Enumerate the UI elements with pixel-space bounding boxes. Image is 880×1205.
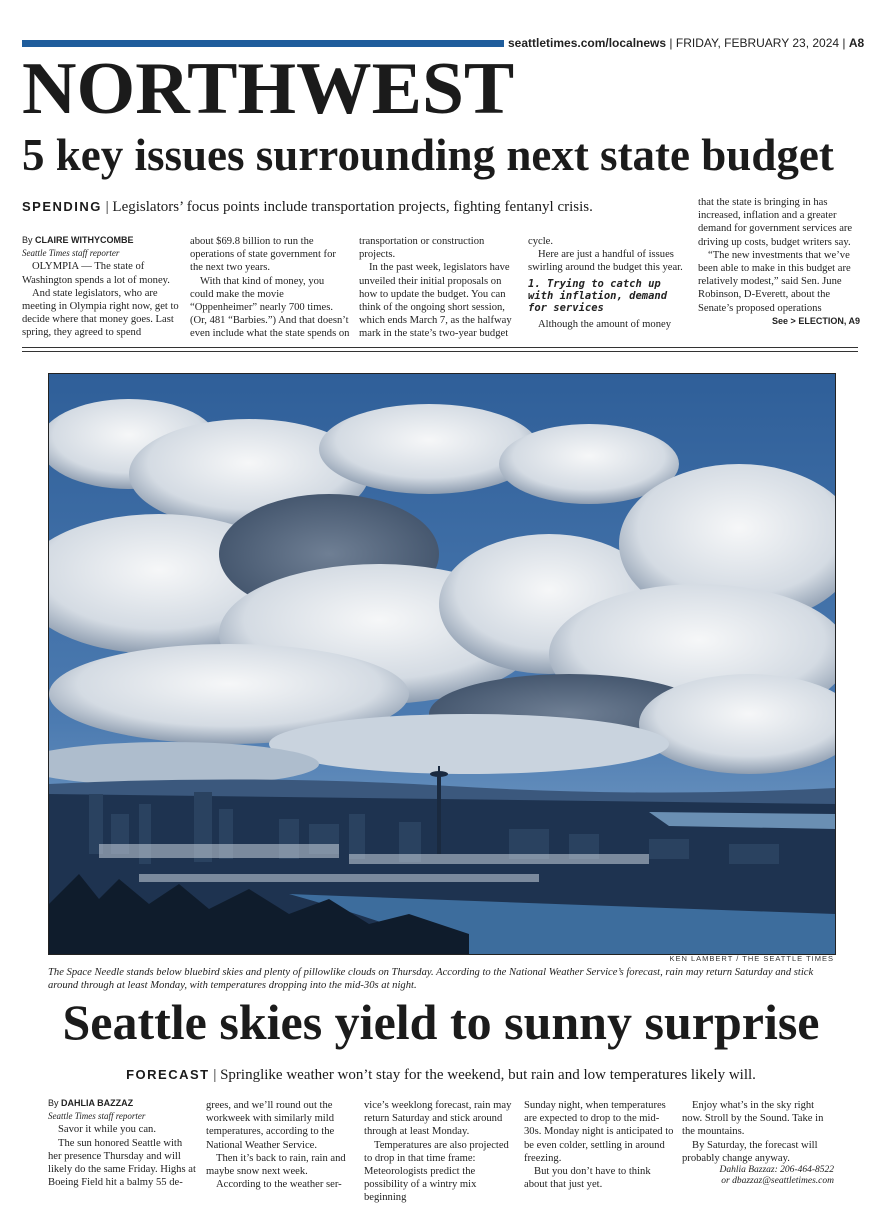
story1-paragraph: cycle. <box>528 236 553 247</box>
story1-paragraph: OLYMPIA — The state of Washington spends a lot of money. <box>22 261 170 286</box>
story1-paragraph: In the past week, legislators have unveiled their initial proposals on how to update the budget. You can think of the ongoing short session, which ends March 7, as the halfway mark in the state’s two-year budget <box>359 262 512 340</box>
header-url[interactable]: seattletimes.com/localnews <box>508 36 667 50</box>
story2-deck-text: Springlike weather won’t stay for the weekend, but rain and low temperatures likely will. <box>220 1067 756 1083</box>
seattle-skyline-photo <box>48 373 836 955</box>
story1-paragraph: With that kind of money, you could make the movie “Oppenheimer” nearly 700 times. (Or, 481 “Barbies.”) And that doesn’t even include what the state spends on <box>190 275 350 340</box>
story1-byline-role: Seattle Times staff reporter <box>22 248 120 259</box>
story2-paragraph: By Saturday, the forecast will probably change anyway. <box>682 1139 818 1164</box>
story1-paragraph: Although the amount of money <box>538 318 671 330</box>
header-date: FRIDAY, FEBRUARY 23, 2024 <box>675 36 840 50</box>
story2-paragraph: But you don’t have to think about that just yet. <box>524 1166 651 1191</box>
story1-column-3 <box>359 235 519 341</box>
story1-kicker: SPENDING <box>22 199 102 214</box>
contact-email[interactable]: or dbazzaz@seattletimes.com <box>721 1176 834 1187</box>
story1-paragraph: “The new investments that we’ve been able to make in this budget are relatively modest,” said Sen. June Robinson, D-Everett, about the Senate’s proposed operations <box>698 249 851 314</box>
story2-paragraph: Enjoy what’s in the sky right now. Stroll by the Sound. Take in the mountains. <box>682 1100 824 1138</box>
story2-headline[interactable]: Seattle skies yield to sunny surprise <box>62 994 820 1050</box>
story1-paragraph: about $69.8 billion to run the operations of state government for the next two years. <box>190 236 336 274</box>
story2-paragraph: grees, and we’ll round out the workweek with similarly mild temperatures, according to the National Weather Service. <box>206 1100 335 1151</box>
story2-paragraph: Then it’s back to rain, rain and maybe snow next week. <box>206 1152 346 1178</box>
story2-deck <box>48 1067 834 1084</box>
story2-byline-role: Seattle Times staff reporter <box>48 1111 146 1122</box>
divider <box>22 347 858 348</box>
story2-paragraph: Temperatures are also projected to drop in that time frame: Meteorologists predict the possibility of a wintry mix beginning <box>364 1139 509 1204</box>
story1-byline-name: CLAIRE WITHYCOMBE <box>35 235 134 245</box>
story1-paragraph: that the state is bringing in has increased, inflation and a greater demand for government services are driving up costs, budget writers say. <box>698 197 853 248</box>
story2-paragraph: Sunday night, when temperatures are expected to drop to the mid-30s. Monday night is anticipated to be even colder, settling in around freezing. <box>524 1100 674 1164</box>
dateline-separator: | <box>669 36 676 50</box>
story2-column-5 <box>682 1099 834 1187</box>
deck-separator: | <box>213 1067 221 1083</box>
photo-illustration <box>49 374 835 954</box>
story2-column-1 <box>48 1097 198 1189</box>
story2-paragraph: vice’s weeklong forecast, rain may return Saturday and stick around through at least Monday. <box>364 1100 512 1138</box>
contact-phone: Dahlia Bazzaz: 206-464-8522 <box>719 1165 834 1176</box>
header-bar <box>22 40 504 47</box>
story2-byline-name: DAHLIA BAZZAZ <box>61 1098 134 1108</box>
story1-deck <box>22 199 593 216</box>
photo-credit: KEN LAMBERT / THE SEATTLE TIMES <box>669 954 834 963</box>
story2-column-3 <box>364 1099 514 1205</box>
story1-column-1 <box>22 234 182 340</box>
story1-column-4 <box>528 235 688 331</box>
story2-column-4 <box>524 1099 674 1191</box>
section-title: NORTHWEST <box>22 48 515 130</box>
divider <box>22 351 858 352</box>
story1-byline: By CLAIRE WITHYCOMBE <box>22 235 134 245</box>
story1-column-2 <box>190 235 350 341</box>
dateline <box>508 36 864 50</box>
story1-paragraph: And state legislators, who are meeting in Olympia right now, get to decide where that money goes. Last spring, they agreed to spend <box>22 287 179 339</box>
deck-separator: | <box>105 199 113 215</box>
story1-jump-link[interactable]: See > ELECTION, A9 <box>772 315 860 326</box>
story2-column-2 <box>206 1099 356 1191</box>
story1-headline[interactable]: 5 key issues surrounding next state budget <box>22 130 834 180</box>
story1-paragraph: Here are just a handful of issues swirling around the budget this year. <box>528 249 683 274</box>
story1-deck-text: Legislators’ focus points include transportation projects, fighting fentanyl crisis. <box>112 199 593 215</box>
story2-kicker: FORECAST <box>126 1067 210 1082</box>
story1-column-5 <box>698 196 860 328</box>
story2-paragraph: Savor it while you can. <box>58 1124 156 1136</box>
dateline-separator: | <box>842 36 849 50</box>
story2-paragraph: According to the weather ser- <box>216 1179 342 1191</box>
story1-paragraph: transportation or construction projects. <box>359 236 485 261</box>
photo-caption: The Space Needle stands below bluebird skies and plenty of pillowlike clouds on Thursday. According to the National Weather Service’s forecast, rain may return Saturday and stick around through at least Monday, with temperatures dropping into the mid-30s at night. <box>48 967 814 991</box>
story2-byline: By DAHLIA BAZZAZ <box>48 1098 134 1108</box>
page-number: A8 <box>848 36 865 50</box>
story2-contact <box>682 1165 834 1187</box>
story2-paragraph: The sun honored Seattle with her presence Thursday and will likely do the same Friday. Highs at Boeing Field hit a balmy 55 de- <box>48 1137 196 1189</box>
story1-subhead: 1. Trying to catch up with inflation, demand for services <box>528 277 668 314</box>
